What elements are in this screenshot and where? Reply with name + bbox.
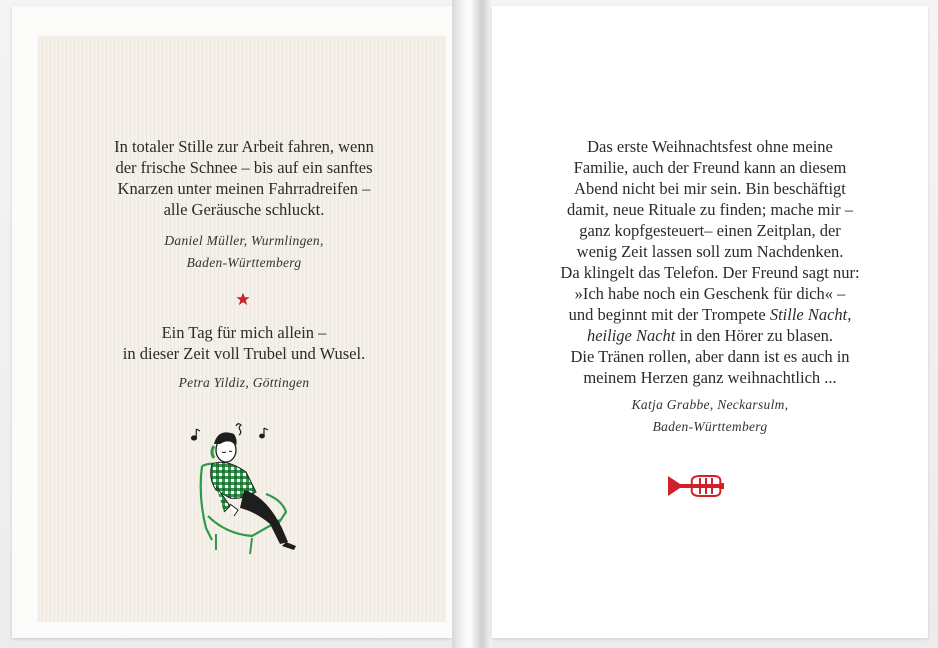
quote-3: Das erste Weihnachtsfest ohne meine Familie, auch der Freund kann an diesem Abend nicht bei mir sein. Bin beschäftigt damit, neue Rituale zu finden; mache mir – ganz kopfgesteuert– einen Zeitplan, der wenig Zeit lassen soll zum Nachdenken. Da klingelt das Telefon. Der Freund sagt nur: »Ich habe noch ein Geschenk für dich« – und beginnt mit der Trompete Stille Nacht, heilige Nacht in den Hörer zu blasen. Die Tränen rollen, aber dann ist es auch in meinem Herzen ganz weihnachtlich ...: [492, 136, 928, 388]
attribution-1: Daniel Müller, Wurmlingen, Baden-Württemberg: [164, 233, 324, 270]
quote-3-line-10: heilige Nacht in den Hörer zu blasen.: [586, 326, 834, 345]
quote-1: In totaler Stille zur Arbeit fahren, wenn der frische Schnee – bis auf ein sanftes Knarzen unter meinen Fahrradreifen – alle Geräusche schluckt.: [114, 137, 374, 219]
quote-2: Ein Tag für mich allein – in dieser Zeit voll Trubel und Wusel.: [122, 323, 366, 363]
star-icon: [236, 292, 250, 306]
trumpet-icon: [666, 474, 726, 498]
attribution-2: Petra Yildiz, Göttingen: [178, 375, 310, 390]
attribution-3: Katja Grabbe, Neckarsulm, Baden-Württemberg: [631, 397, 789, 434]
book-gutter: [452, 0, 492, 648]
relaxing-person-illustration: [186, 416, 310, 558]
quote-3-line-9: und beginnt mit der Trompete Stille Nacht,: [568, 305, 852, 324]
